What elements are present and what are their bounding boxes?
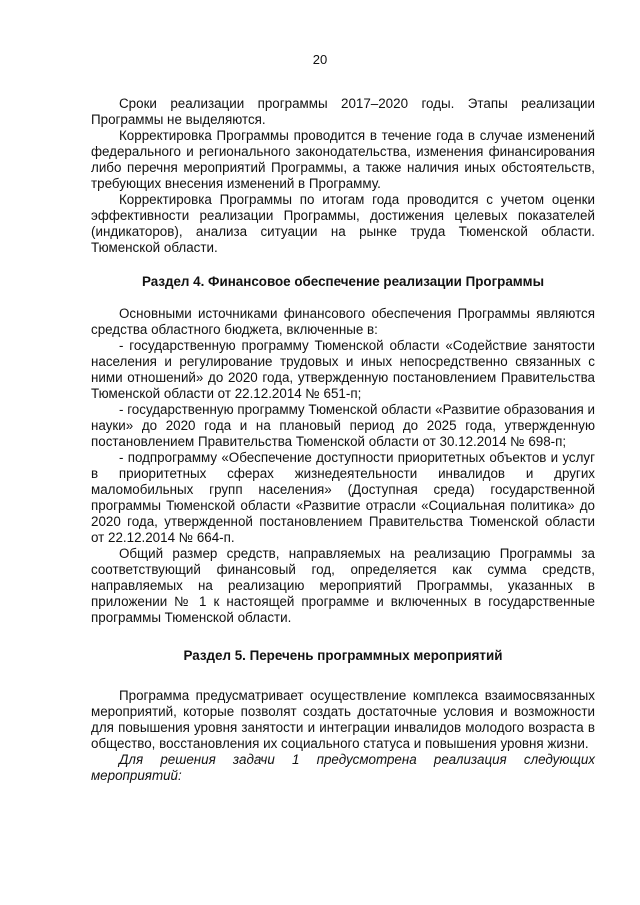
funding-source-item: - государственную программу Тюменской области «Содействие занятости населения и регулирование трудовых и иных непосредственно связанных с ними отношений» до 2020 года, утвержденную постановлением Правительства Тюменской области от 22.12.2014 № 651-п; <box>91 338 595 401</box>
page-number: 20 <box>312 52 328 67</box>
funding-source-item: - государственную программу Тюменской области «Развитие образования и науки» до 2020 года и на плановый период до 2025 года, утвержденную постановлением Правительства Тюменской области от 30.12.2014 № 698-п; <box>91 402 595 449</box>
section-5-task-intro: Для решения задачи 1 предусмотрена реализация следующих мероприятий: <box>91 752 595 783</box>
section-4-closing: Общий размер средств, направляемых на реализацию Программы за соответствующий финансовый год, определяется как сумма средств, направляемых на реализацию мероприятий Программы, указанных в приложении № 1 к настоящей программе и включенных в государственные программы Тюменской области. <box>91 546 595 625</box>
section-5-heading: Раздел 5. Перечень программных мероприятий <box>183 648 503 663</box>
intro-paragraph-adjustment: Корректировка Программы проводится в течение года в случае изменений федерального и регионального законодательства, изменения финансирования либо перечня мероприятий Программы, а также наличия иных обстоятельств, требующих внесения изменений в Программу. <box>91 128 595 191</box>
intro-paragraph-timeline: Сроки реализации программы 2017–2020 годы. Этапы реализации Программы не выделяются. <box>91 96 595 127</box>
page-content <box>91 96 595 784</box>
section-4-lead: Основными источниками финансового обеспечения Программы являются средства областного бюджета, включенные в: <box>91 306 595 337</box>
funding-source-item: - подпрограмму «Обеспечение доступности приоритетных объектов и услуг в приоритетных сферах жизнедеятельности инвалидов и других маломобильных групп населения» (Доступная среда) государственной программы Тюменской области «Развитие отрасли «Социальная политика» до 2020 года, утвержденной постановлением Правительства Тюменской области от 22.12.2014 № 664-п. <box>91 450 595 545</box>
section-5-paragraph: Программа предусматривает осуществление комплекса взаимосвязанных мероприятий, которые позволят создать достаточные условия и возможности для повышения уровня занятости и интеграции инвалидов молодого возраста в общество, восстановления их социального статуса и повышения уровня жизни. <box>91 688 595 751</box>
section-4-heading: Раздел 4. Финансовое обеспечение реализации Программы <box>141 274 545 289</box>
intro-paragraph-annual-adjustment: Корректировка Программы по итогам года проводится с учетом оценки эффективности реализации Программы, достижения целевых показателей (индикаторов), анализа ситуации на рынке труда Тюменской области. Тюменской области. <box>91 192 595 255</box>
